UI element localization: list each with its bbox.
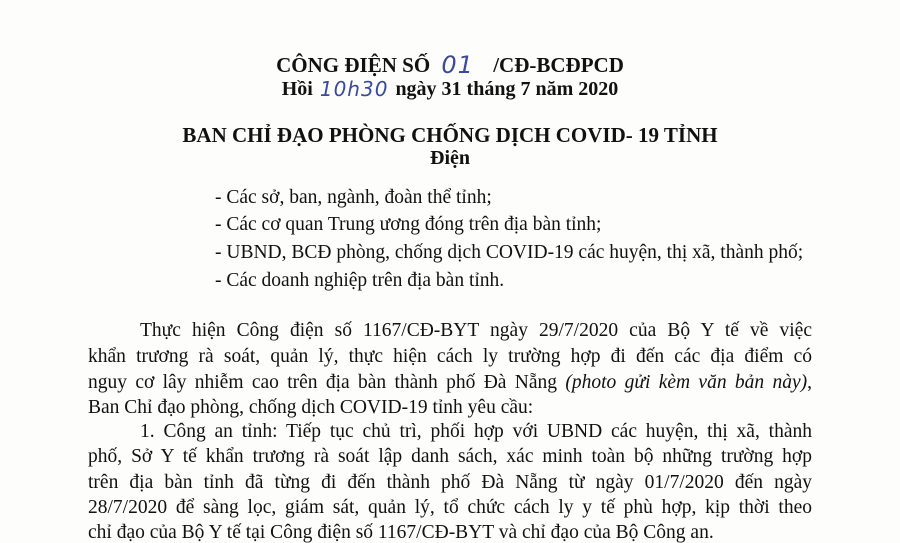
paragraph-1-text: nguy cơ lây nhiễm cao trên địa bàn thành phố Đà Nẵng — [88, 372, 566, 393]
handwritten-dispatch-time: 10h30 — [319, 77, 389, 101]
dispatch-date: ngày 31 tháng 7 năm 2020 — [395, 78, 619, 100]
paragraph-2-line: 28/7/2020 để sàng lọc, giám sát, quản lý, tổ chức cách ly y tế phù hợp, kịp thời theo — [88, 497, 812, 518]
dispatch-number-prefix: CÔNG ĐIỆN SỐ — [276, 53, 431, 77]
paragraph-1-line: khẩn trương rà soát, quản lý, thực hiện cách ly trường hợp đi đến các địa điểm có — [88, 346, 812, 367]
recipient-item: - UBND, BCĐ phòng, chống dịch COVID-19 các huyện, thị xã, thành phố; — [215, 242, 804, 263]
paragraph-2-line: trên địa bàn tỉnh đã từng đi đến thành phố Đà Nẵng từ ngày 01/7/2020 đến ngày — [88, 472, 812, 493]
dispatch-number-line — [0, 50, 900, 78]
paragraph-2-line: chỉ đạo của Bộ Y tế tại Công điện số 1167/CĐ-BYT và chỉ đạo của Bộ Công an. — [88, 522, 714, 543]
recipient-item: - Các cơ quan Trung ương đóng trên địa bàn tỉnh; — [215, 214, 602, 235]
handwritten-dispatch-number: 01 — [441, 51, 474, 79]
dispatch-time-prefix: Hồi — [281, 78, 313, 100]
paragraph-2-line: phố, Sở Y tế khẩn trương rà soát lập danh sách, xác minh toàn bộ những trường hợp — [88, 446, 812, 467]
paragraph-2-line: 1. Công an tỉnh: Tiếp tục chủ trì, phối hợp với UBND các huyện, thị xã, thành — [140, 421, 812, 442]
paragraph-1-italic-note: (photo gửi kèm văn bản này) — [565, 372, 808, 393]
document-type: Điện — [430, 147, 470, 169]
dispatch-datetime-line — [0, 76, 900, 101]
paragraph-1-comma: , — [807, 372, 812, 393]
paragraph-1-line: Thực hiện Công điện số 1167/CĐ-BYT ngày 29/7/2020 của Bộ Y tế về việc — [140, 320, 812, 341]
paragraph-1-line — [88, 372, 812, 394]
paragraph-1-line: Ban Chỉ đạo phòng, chống dịch COVID-19 tỉnh yêu cầu: — [88, 397, 534, 418]
recipient-item: - Các doanh nghiệp trên địa bàn tỉnh. — [215, 270, 505, 291]
issuer-title: BAN CHỈ ĐẠO PHÒNG CHỐNG DỊCH COVID- 19 TỈNH — [182, 123, 718, 147]
dispatch-number-suffix: /CĐ-BCĐPCD — [493, 53, 624, 77]
recipient-item: - Các sở, ban, ngành, đoàn thể tỉnh; — [215, 187, 492, 208]
